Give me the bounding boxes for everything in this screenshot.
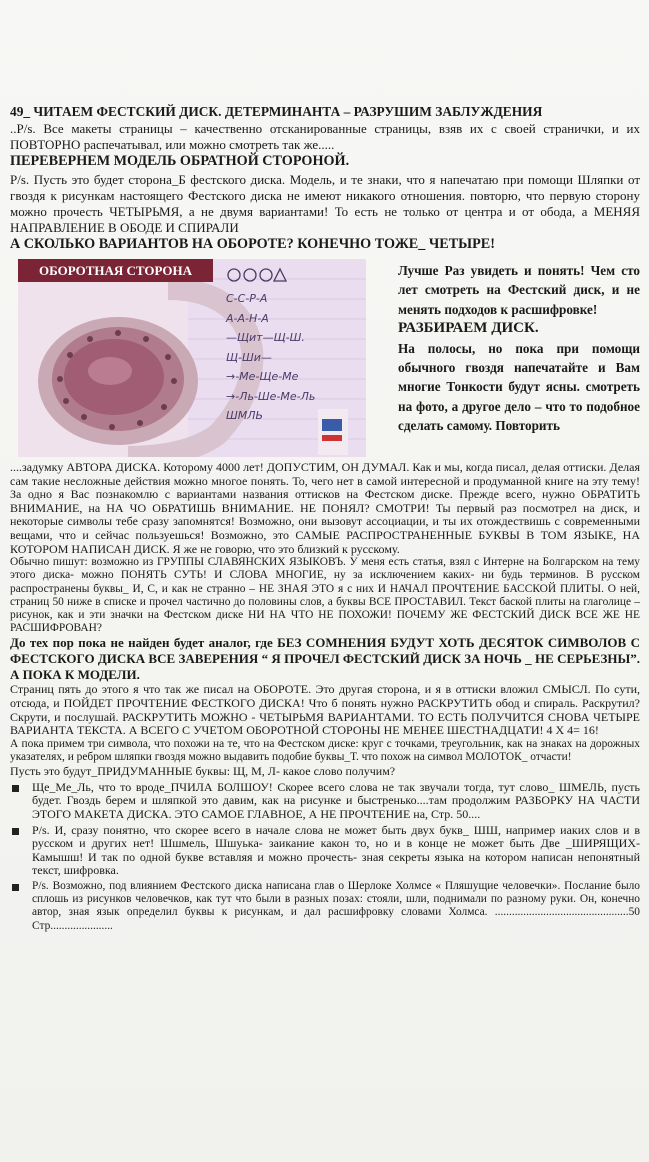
paragraph-three-symbols: А пока примем три символа, что похожи на те, что на Фестском диске: круг с точками, треугольник, как на знаках на дорожных указателях, и ребром шляпки гвоздя можно выдавить подобие буквы_Т. что похож на символ МОЛОТОК_ отчасти! [10, 737, 640, 763]
document-body [10, 104, 640, 933]
paragraph-side-b: P/s. Пусть это будет сторона_Б фестского диска. Модель, и те знаки, что я напечатаю при помощи Шляпки от гвоздя к рисункам настоящего Фестского диска не имеют никакого отношения. повторю, что первую сторону можно прочесть ЧЕТЫРЬМЯ, а не двумя вариантами! То есть не только от центра и от обода, а МЕНЯЯ НАПРАВЛЕНИЕ В ОБОДЕ И СПИРАЛИ [10, 172, 640, 235]
sidebar-heading: РАЗБИРАЕМ ДИСК. [398, 320, 539, 337]
heading-flip-model: ПЕРЕВЕРНЕМ МОДЕЛЬ ОБРАТНОЙ СТОРОНОЙ. [10, 153, 350, 169]
disk-back-side-photo [18, 259, 366, 457]
sidebar-body: На полосы, но пока при помощи обычного гвоздя напечатайте и Вам многие Тонкости будут ясны. смотреть на фото, а другое дело – что то подобное сделать самому. Повторить [398, 340, 640, 434]
sidebar-text [398, 261, 640, 436]
paragraph-no-analog: До тех пор пока не найден будет аналог, где БЕЗ СОМНЕНИЯ БУДУТ ХОТЬ ДЕСЯТОК СИМВОЛОВ С ФЕСТСКОГО ДИСКА ВСЕ ЗАВЕРЕНИЯ “ Я ПРОЧЕЛ ФЕСТСКИЙ ДИСК ЗА НОЧЬ _ НЕ СЕРЬЕЗНЫ”. А ПОКА К МОДЕЛИ. [10, 635, 640, 683]
paragraph-author-idea: ....задумку АВТОРА ДИСКА. Которому 4000 лет! ДОПУСТИМ, ОН ДУМАЛ. Как и мы, когда писал, делая оттиски. Делая сам такие несложные действия можно многое понять. То, чего нет в самой интересной и продуманной книге на эту тему! За одно я Вас познакомлю с вариантами названия оттисков на Фестском диске. Прежде всего, нужно ОБРАТИТЬ ВНИМАНИЕ, на НА ЧО ОБРАТИШЬ ВНИМАНИЕ. НЕ ПОНЯЛ? СМОТРИ! Ты первый раз посмотрел на диск, и некоторые символы тебе сразу запомнятся! Возможно, они вызовут ассоциации, и ты их отождествишь с современными вещами, что и сейчас пользуешься! Возможно, это САМЫЕ РАСПРОСТРАНЕННЫЕ БУКВЫ В ТОМ ЯЗЫКЕ, НА КОТОРОМ НАПИСАН ДИСК. Я же не говорю, что это близкий к русскому. [10, 460, 640, 556]
page-title: 49_ ЧИТАЕМ ФЕСТСКИЙ ДИСК. ДЕТЕРМИНАНТА – РАЗРУШИМ ЗАБЛУЖДЕНИЯ [10, 104, 543, 119]
list-item: P/s. Возможно, под влиянием Фестского диска написана глав о Шерлоке Холмсе « Пляшущие человечки». Послание было сплошь из рисунков человечков, как тут что были в разных позах: стояли, шли, поднимали по разному руки. Он, конечно автор, зная язык определил буквы к рисункам, и дал расшифровку словами Холмса. ...............................................50 Стр...................... [10, 880, 640, 933]
note-line: ШМЛЬ [226, 409, 264, 422]
heading-how-many-variants: А СКОЛЬКО ВАРИАНТОВ НА ОБОРОТЕ? КОНЕЧНО ТОЖЕ_ ЧЕТЫРЕ! [10, 236, 495, 252]
paragraph-slavic-languages: Обычно пишут: возможно из ГРУППЫ СЛАВЯНСКИХ ЯЗЫКОВЪ. У меня есть статья, взял с Интерне на Болгарском на тему этого диска- можно ПОНЯТЬ СУТЬ! И СЛОВА МНОГИЕ, ну за исключением каких- ни будь терминов. В русском распространены буквы_ И, С, и как не странно – НЕ ЗНАЯ ЭТО я с них И НАЧАЛ ПРОЧТЕНИЕ БАССКОЙ ПЛИТЫ. О ней, страниц 50 ниже в списке и прочел частично до половины слов, а буквы ВСЕ ПРОСТАВИЛ. Текст баской плиты на глаголице – рисунок, как и эти значки на Фестском диске НИ НА ЧТО НЕ ПОХОЖИ! ПОЧЕМУ ЖЕ ФЕСТСКИЙ ДИСК ВСЕ ЖЕ НЕ РАСШИФРОВАН? [10, 556, 640, 635]
note-line: А-А-Н-А [226, 311, 269, 325]
intro-paragraph: ..P/s. Все макеты страницы – качественно отсканированные страницы, взяв их с своей странички, и их ПОВТОРНО распечатывал, или можно смотреть так же..... [10, 121, 640, 152]
note-line: С-С-Р-А [226, 292, 268, 305]
note-line: →-Ль-Ше-Ме-Ль [226, 389, 316, 403]
handwritten-notes [226, 289, 315, 426]
note-line: —Щит—Щ-Ш. [226, 331, 305, 344]
note-line: Щ-Ши— [226, 350, 272, 364]
list-item: P/s. И, сразу понятно, что скорее всего в начале слова не может быть двух букв_ ШШ, например иаких слов и в русском и других нет! Шшмель, Шшуька- заикание какон то, но и в конце не может быть Две _ШИРЯЩИХ- Камышш! И так по одной букве вставляя и можно прочесть- зная секреты языка на котором написан непонятный текст, шифровка. [10, 824, 640, 878]
list-item: Ще_Ме_Ль, что то вроде_ПЧИЛА БОЛШОУ! Скорее всего слова не так звучали тогда, тут слово_ ШМЕЛЬ, пусть будет. Гвоздь берем и шляпкой это давим, как на рисунке и быстренько....там продолжим РАЗБОРКУ НА ЧАСТИ ЭТОГО МАКЕТА ДИСКА. ЭТО САМОЕ ГЛАВНОЕ, А НЕ ПРОЧТЕНИЕ на, Стр. 50.... [10, 781, 640, 822]
sidebar-lead: Лучше Раз увидеть и понять! Чем сто лет смотреть на Фестский диск, и не менять подходов к расшифровке! [398, 263, 640, 317]
paragraph-reverse-side: Страниц пять до этого я что так же писал на ОБОРОТЕ. Это другая сторона, и я в оттиски вложил СМЫСЛ. По сути, отсюда, и ПОЙДЕТ ПРОЧТЕНИЕ ФЕСТКОГО ДИСКА! Что б понять нужно РАСКРУТИТЬ обод и спираль. Раскрутил? Скрути, и послушай. РАСКРУТИТЬ МОЖНО - ЧЕТЫРЬМЯ ВАРИАНТАМИ. ТО ЕСТЬ ПОЛУЧИТСЯ СНОВА ЧЕТЫРЕ ВАРИАНТА ТЕКСТА. А ВСЕГО С УЧЕТОМ ОБОРОТНОЙ СТОРОНЫ НЕ МЕНЕЕ ШЕСТНАДЦАТИ! 4 X 4= 16! [10, 682, 640, 738]
photo-caption: ОБОРОТНАЯ СТОРОНА [18, 259, 213, 282]
paragraph-invented-letters: Пусть это будут_ПРИДУМАННЫЕ буквы: Щ, М, Л- какое слово получим? [10, 764, 396, 779]
note-line: →-Ме-Ще-Ме [226, 370, 299, 383]
photo-and-sidebar [10, 259, 640, 461]
